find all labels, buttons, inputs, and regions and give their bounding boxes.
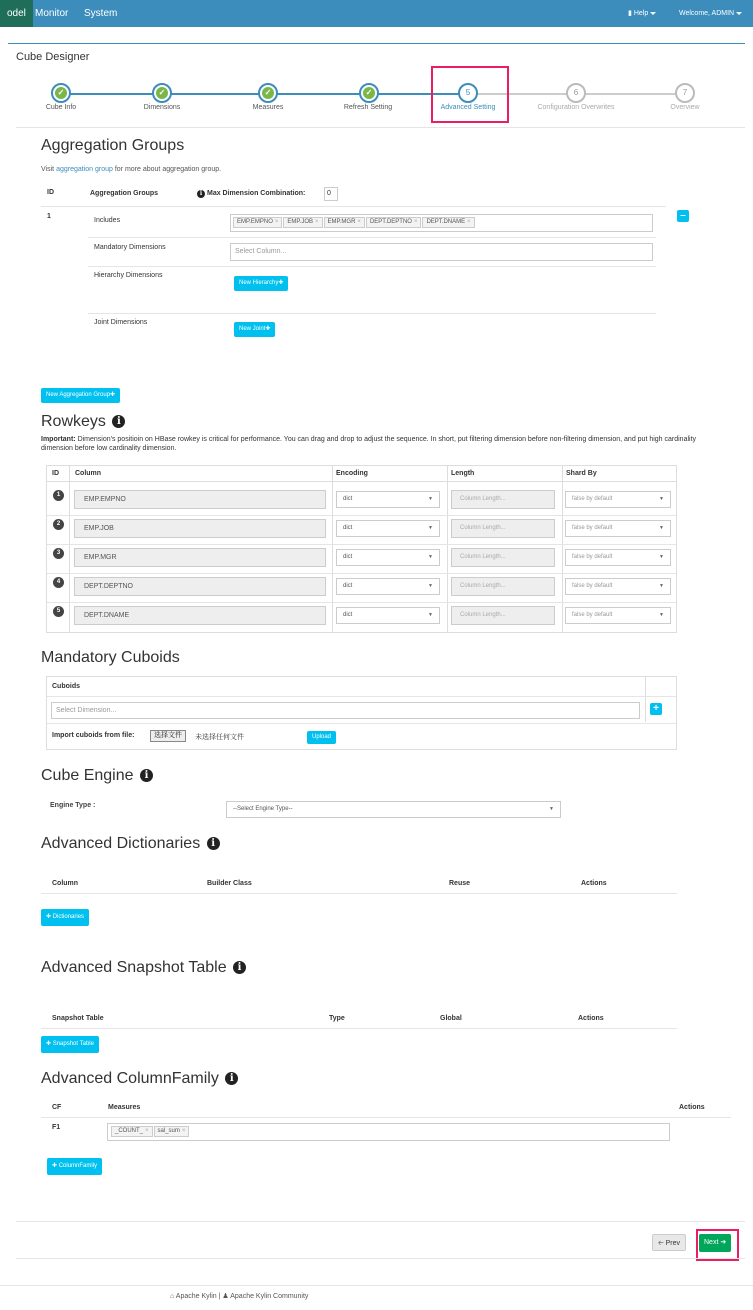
rowkey-order-badge[interactable]: 5 (53, 606, 64, 617)
new-hierarchy-label: New Hierarchy (239, 280, 279, 286)
nav-item-model[interactable]: odel (0, 0, 33, 27)
users-icon: ♟ (222, 1293, 231, 1300)
encoding-value: dict (343, 525, 353, 531)
rowkey-rule (47, 573, 676, 574)
rowkey-column-field: DEPT.DEPTNO (74, 577, 326, 596)
agg-group-id: 1 (47, 213, 51, 220)
title-rule (8, 43, 745, 44)
rowkey-shard-select[interactable] (565, 578, 671, 595)
wizard-step-7[interactable]: 7 (675, 83, 695, 103)
agg-row-rule (88, 237, 656, 238)
wizard-step-2[interactable] (152, 83, 172, 103)
col-divider (332, 466, 333, 632)
check-icon: ✓ (55, 87, 67, 99)
encoding-value: dict (343, 612, 353, 618)
arrow-left-icon: 🡠 (658, 1240, 666, 1247)
wizard-step-1[interactable] (51, 83, 71, 103)
info-icon: i (197, 190, 205, 198)
next-label: Next (704, 1239, 719, 1246)
shard-value: false by default (572, 612, 613, 618)
joint-dimensions-label: Joint Dimensions (94, 319, 148, 326)
mandatory-cuboids-title: Mandatory Cuboids (41, 649, 180, 666)
remove-icon[interactable]: × (467, 219, 471, 225)
chevron-down-icon (736, 12, 742, 15)
info-icon[interactable]: i (207, 837, 220, 850)
cf-measures-tag-input[interactable] (107, 1123, 670, 1141)
max-dimension-label (197, 190, 305, 198)
cuboids-header: Cuboids (52, 683, 80, 690)
nav-item-system[interactable]: System (84, 8, 118, 19)
col-divider (69, 466, 70, 632)
chevron-down-icon: ▼ (659, 554, 664, 560)
agg-row-rule (88, 313, 656, 314)
advanced-columnfamily-title (41, 1070, 238, 1088)
import-cuboids-label: Import cuboids from file: (52, 732, 135, 739)
rowkey-order-badge[interactable]: 2 (53, 519, 64, 530)
snapshot-col-table: Snapshot Table (52, 1015, 104, 1022)
rowkey-length-input[interactable]: Column Length... (451, 606, 555, 625)
rowkey-column-field: EMP.MGR (74, 548, 326, 567)
dict-col-builder: Builder Class (207, 880, 252, 887)
important-label: Important: (41, 436, 76, 443)
chevron-down-icon (650, 12, 656, 15)
shard-value: false by default (572, 554, 613, 560)
aggregation-group-link[interactable]: aggregation group (56, 166, 113, 173)
page-title: Cube Designer (16, 51, 90, 63)
remove-icon[interactable]: × (145, 1128, 149, 1134)
remove-icon[interactable]: × (357, 219, 361, 225)
agg-col-groups: Aggregation Groups (90, 190, 159, 197)
include-tag-label: EMP.MGR (327, 219, 356, 225)
footer-nav-rule-bottom (16, 1258, 745, 1259)
rowkey-encoding-select[interactable] (336, 520, 440, 537)
snapshot-col-global: Global (440, 1015, 462, 1022)
user-menu[interactable] (679, 0, 742, 27)
wizard-step-6-label[interactable]: Configuration Overwrites (537, 104, 615, 111)
chevron-down-icon: ▼ (428, 612, 433, 618)
footer-rule (0, 1285, 753, 1286)
rowkey-encoding-select[interactable] (336, 607, 440, 624)
rowkey-encoding-select[interactable] (336, 549, 440, 566)
dict-col-column: Column (52, 880, 79, 887)
wizard-step-5-label[interactable]: Advanced Setting (440, 104, 496, 111)
include-tag (366, 217, 422, 228)
engine-type-label: Engine Type : (50, 802, 96, 809)
rowkeys-col-column: Column (75, 470, 102, 477)
add-columnfamily-label: ColumnFamily (58, 1163, 98, 1169)
wizard-step-4-label[interactable]: Refresh Setting (343, 104, 393, 111)
next-button[interactable] (699, 1234, 731, 1252)
add-dictionaries-label: Dictionaries (52, 914, 85, 920)
prev-label: Prev (665, 1240, 681, 1247)
rowkey-column-field: EMP.EMPNO (74, 490, 326, 509)
chevron-down-icon: ▼ (659, 583, 664, 589)
help-menu[interactable] (628, 0, 656, 27)
remove-icon[interactable]: × (413, 219, 418, 225)
wizard-step-3[interactable] (258, 83, 278, 103)
remove-icon[interactable]: × (181, 1128, 186, 1134)
dict-col-actions: Actions (581, 880, 607, 887)
max-dimension-text: Max Dimension Combination: (207, 190, 306, 197)
add-cuboid-button[interactable]: + (650, 703, 662, 715)
new-joint-button[interactable] (234, 322, 275, 337)
chevron-down-icon: ▼ (659, 525, 664, 531)
footer (170, 1292, 308, 1300)
info-icon[interactable]: i (225, 1072, 238, 1085)
footer-home-link[interactable]: Apache Kylin (175, 1293, 217, 1300)
cube-engine-title (41, 767, 153, 785)
cuboid-dimension-input[interactable]: Select Dimension... (51, 702, 640, 719)
rowkey-length-input[interactable]: Column Length... (451, 577, 555, 596)
important-text: Dimension's positioin on HBase rowkey is critical for performance. You can drag and drop to adjust the sequence. In short, put filtering dimension before non-filtering dimension, and put high cardinality dimension before low cardinality dimension. (41, 436, 697, 452)
rowkeys-title (41, 413, 125, 431)
chevron-down-icon: ▼ (659, 612, 664, 618)
wizard-step-7-label[interactable]: Overview (670, 104, 700, 111)
cf-col-actions: Actions (679, 1104, 705, 1111)
rowkey-shard-select[interactable] (565, 491, 671, 508)
engine-type-select[interactable] (226, 801, 561, 818)
include-tag (324, 217, 365, 228)
col-divider (447, 466, 448, 632)
col-divider (645, 677, 646, 722)
arrow-right-icon: ➜ (718, 1239, 727, 1246)
cuboids-rule (47, 723, 676, 724)
mandatory-dimensions-input[interactable]: Select Column... (230, 243, 653, 261)
advanced-snapshot-title (41, 959, 246, 977)
wizard-step-5[interactable]: 5 (458, 83, 478, 103)
snapshot-rule (41, 1028, 677, 1029)
remove-icon[interactable]: × (274, 219, 279, 225)
agg-header-rule (41, 206, 666, 207)
info-icon[interactable]: i (140, 769, 153, 782)
wizard-step-4[interactable] (359, 83, 379, 103)
visit-prefix: Visit (41, 166, 55, 173)
rowkeys-col-encoding: Encoding (336, 470, 368, 477)
shard-value: false by default (572, 583, 613, 589)
rowkey-shard-select[interactable] (565, 520, 671, 537)
add-dictionaries-button[interactable] (41, 909, 89, 926)
advanced-dictionaries-title-text: Advanced Dictionaries (41, 835, 201, 852)
rowkey-shard-select[interactable] (565, 607, 671, 624)
shard-value: false by default (572, 525, 613, 531)
encoding-value: dict (343, 496, 353, 502)
nav-item-monitor[interactable]: Monitor (35, 8, 69, 19)
measure-tag (111, 1126, 153, 1137)
visit-suffix: for more about aggregation group. (114, 166, 222, 173)
aggregation-visit-note (41, 166, 221, 173)
new-aggregation-group-button[interactable] (41, 388, 120, 403)
dict-col-reuse: Reuse (449, 880, 471, 887)
check-icon: ✓ (156, 87, 168, 99)
plus-icon: ✚ (265, 326, 271, 332)
include-tag-label: EMP.EMPNO (237, 219, 273, 225)
plus-icon: ✚ (278, 280, 284, 286)
chevron-down-icon: ▼ (428, 554, 433, 560)
add-snapshot-button[interactable] (41, 1036, 99, 1053)
measure-tag (154, 1126, 190, 1137)
add-snapshot-label: Snapshot Table (52, 1041, 94, 1047)
rowkey-encoding-select[interactable] (336, 578, 440, 595)
rowkey-order-badge[interactable]: 1 (53, 490, 64, 501)
footer-nav-rule (16, 1221, 745, 1222)
home-icon: ⌂ (170, 1293, 176, 1300)
rowkeys-col-id: ID (52, 470, 59, 477)
cf-col-measures: Measures (108, 1104, 141, 1111)
check-icon: ✓ (262, 87, 274, 99)
add-columnfamily-button[interactable] (47, 1158, 102, 1175)
rowkeys-col-length: Length (451, 470, 475, 477)
col-divider (562, 466, 563, 632)
plus-icon: ✚ (46, 914, 53, 920)
include-tag (283, 217, 322, 228)
include-tag-label: DEPT.DEPTNO (369, 219, 412, 225)
cf-col-cf: CF (52, 1104, 62, 1111)
rowkey-length-input[interactable]: Column Length... (451, 548, 555, 567)
remove-icon[interactable]: × (315, 219, 319, 225)
chevron-down-icon: ▼ (428, 583, 433, 589)
plus-icon: ✚ (52, 1163, 59, 1169)
remove-group-button[interactable]: – (677, 210, 689, 222)
rowkey-length-input[interactable]: Column Length... (451, 519, 555, 538)
plus-icon: ✚ (46, 1041, 53, 1047)
include-tag (422, 217, 474, 228)
agg-col-id: ID (47, 189, 54, 196)
info-icon[interactable]: i (112, 415, 125, 428)
new-joint-label: New Joint (239, 326, 266, 332)
rowkeys-col-shard: Shard By (566, 470, 597, 477)
encoding-value: dict (343, 554, 353, 560)
rowkey-column-field: EMP.JOB (74, 519, 326, 538)
rowkey-encoding-select[interactable] (336, 491, 440, 508)
footer-separator: | (218, 1293, 221, 1300)
wizard-step-1-label[interactable]: Cube Info (45, 104, 77, 111)
rowkey-length-input[interactable]: Column Length... (451, 490, 555, 509)
info-icon[interactable]: i (233, 961, 246, 974)
measure-tag-label: sal_sum (157, 1128, 180, 1134)
advanced-columnfamily-title-text: Advanced ColumnFamily (41, 1070, 219, 1087)
rowkey-column-field: DEPT.DNAME (74, 606, 326, 625)
rowkey-order-badge[interactable]: 4 (53, 577, 64, 588)
rowkey-rule (47, 515, 676, 516)
advanced-snapshot-title-text: Advanced Snapshot Table (41, 959, 227, 976)
prev-button[interactable] (652, 1234, 686, 1251)
includes-tag-input[interactable] (230, 214, 653, 232)
hierarchy-dimensions-label: Hierarchy Dimensions (94, 272, 163, 279)
help-label: Help (633, 10, 649, 17)
book-icon: ▮ (628, 10, 632, 17)
rowkeys-title-text: Rowkeys (41, 413, 106, 430)
choose-file-button[interactable]: 选择文件 (150, 730, 186, 742)
rowkey-rule (47, 602, 676, 603)
rowkey-rule (47, 544, 676, 545)
plus-icon: ✚ (110, 392, 116, 398)
chevron-down-icon: ▼ (549, 806, 554, 812)
mandatory-dimensions-label: Mandatory Dimensions (94, 244, 166, 251)
include-tag-label: EMP.JOB (287, 219, 313, 225)
dict-rule (41, 893, 677, 894)
new-aggregation-group-label: New Aggregation Group (46, 392, 111, 398)
upload-button[interactable]: Upload (307, 731, 336, 744)
engine-type-value: --Select Engine Type-- (233, 806, 293, 812)
snapshot-col-type: Type (329, 1015, 345, 1022)
encoding-value: dict (343, 583, 353, 589)
cuboids-rule (47, 696, 676, 697)
wizard-step-2-label[interactable]: Dimensions (143, 104, 181, 111)
snapshot-col-actions: Actions (578, 1015, 604, 1022)
no-file-label: 未选择任何文件 (195, 734, 244, 741)
include-tag-label: DEPT.DNAME (426, 219, 466, 225)
includes-label: Includes (94, 217, 121, 224)
new-hierarchy-button[interactable] (234, 276, 288, 291)
aggregation-groups-title: Aggregation Groups (41, 137, 185, 154)
wizard-step-3-label[interactable]: Measures (252, 104, 284, 111)
rowkeys-important-note (41, 435, 721, 453)
rowkey-shard-select[interactable] (565, 549, 671, 566)
chevron-down-icon: ▼ (428, 525, 433, 531)
wizard-step-6[interactable]: 6 (566, 83, 586, 103)
cf-rule (41, 1117, 731, 1118)
welcome-label: Welcome, ADMIN (679, 10, 735, 17)
max-dimension-input[interactable]: 0 (324, 187, 338, 201)
cf-row-name: F1 (52, 1124, 61, 1131)
chevron-down-icon: ▼ (428, 496, 433, 502)
cube-engine-title-text: Cube Engine (41, 767, 134, 784)
wizard-rule (16, 127, 745, 128)
rowkey-order-badge[interactable]: 3 (53, 548, 64, 559)
footer-community-link[interactable]: Apache Kylin Community (230, 1293, 309, 1300)
advanced-dictionaries-title (41, 835, 220, 853)
measure-tag-label: _COUNT_ (115, 1128, 144, 1134)
current-step-highlight (431, 66, 509, 123)
check-icon: ✓ (363, 87, 375, 99)
include-tag (233, 217, 282, 228)
agg-row-rule (88, 266, 656, 267)
shard-value: false by default (572, 496, 613, 502)
chevron-down-icon: ▼ (659, 496, 664, 502)
